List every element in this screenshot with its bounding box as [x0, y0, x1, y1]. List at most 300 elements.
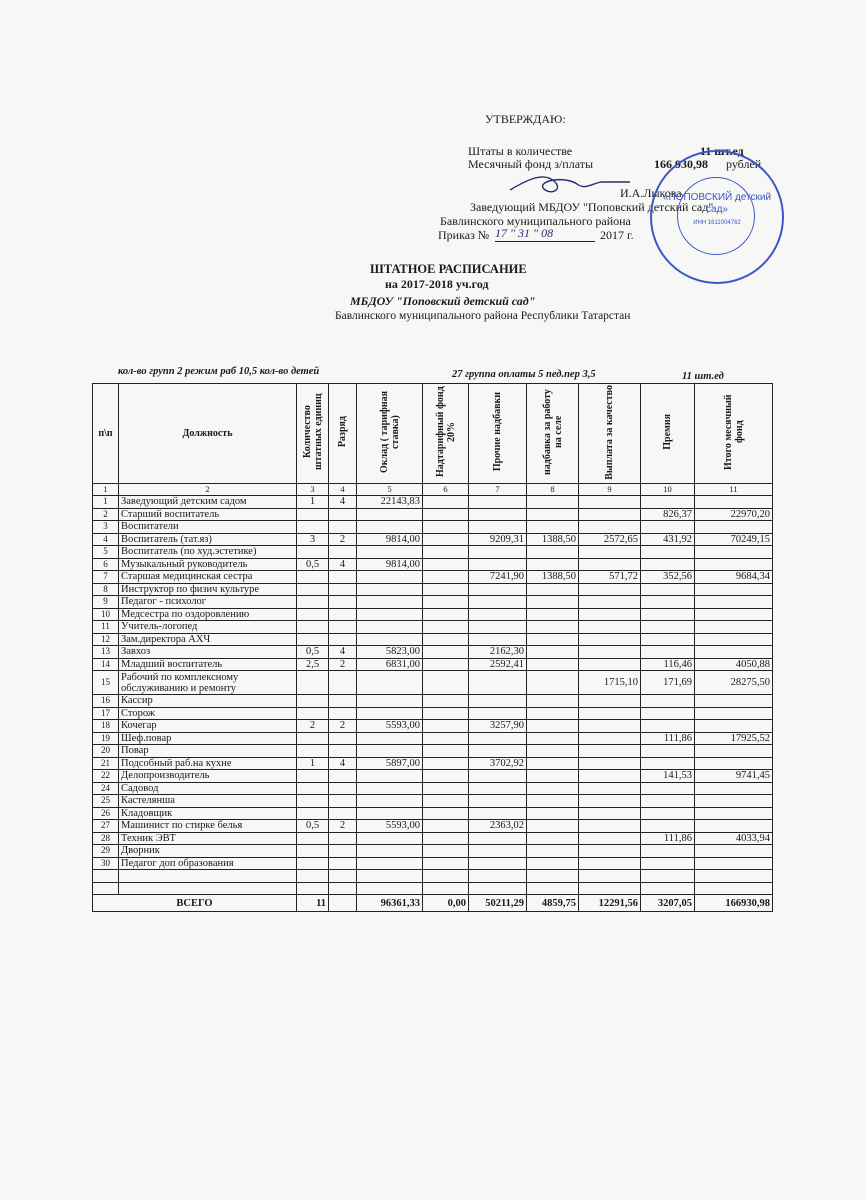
- table-cell: Шеф.повар: [119, 732, 297, 745]
- table-cell: [527, 621, 579, 634]
- stamp-text: «ПОПОВСКИЙ детский сад»: [662, 192, 772, 215]
- table-cell: [423, 782, 469, 795]
- table-cell: [469, 782, 527, 795]
- stamp-inner-ring: [677, 177, 755, 255]
- table-cell: [641, 583, 695, 596]
- table-cell: [579, 832, 641, 845]
- column-header-label: Выплата за качество: [604, 384, 615, 480]
- table-cell: [641, 596, 695, 609]
- table-cell: [527, 807, 579, 820]
- column-header: [329, 384, 357, 484]
- table-cell: [527, 832, 579, 845]
- table-row: [93, 720, 773, 733]
- table-cell: 7241,90: [469, 571, 527, 584]
- table-cell: 5823,00: [357, 646, 423, 659]
- table-cell: [469, 882, 527, 895]
- table-row: [93, 646, 773, 659]
- table-cell: 16: [93, 695, 119, 708]
- column-header-label: Надтарифный фонд 20%: [434, 386, 457, 478]
- table-cell: 15: [93, 671, 119, 695]
- table-cell: [357, 745, 423, 758]
- table-cell: Учитель-логопед: [119, 621, 297, 634]
- table-cell: [469, 583, 527, 596]
- table-cell: [527, 658, 579, 671]
- table-cell: [423, 571, 469, 584]
- table-cell: [357, 608, 423, 621]
- table-cell: [695, 633, 773, 646]
- table-cell: 9: [93, 596, 119, 609]
- table-cell: [329, 608, 357, 621]
- table-cell: [357, 770, 423, 783]
- table-row: [93, 882, 773, 895]
- table-row: [93, 857, 773, 870]
- table-cell: 7: [93, 571, 119, 584]
- table-cell: [579, 795, 641, 808]
- table-cell: 4: [329, 558, 357, 571]
- table-cell: [695, 646, 773, 659]
- table-cell: 141,53: [641, 770, 695, 783]
- table-cell: [423, 795, 469, 808]
- table-cell: 20: [93, 745, 119, 758]
- table-row: [93, 870, 773, 883]
- table-row: [93, 608, 773, 621]
- table-cell: 1: [297, 757, 329, 770]
- table-cell: [119, 870, 297, 883]
- table-cell: Садовод: [119, 782, 297, 795]
- table-cell: [357, 671, 423, 695]
- table-cell: 2: [329, 720, 357, 733]
- table-cell: [297, 870, 329, 883]
- table-cell: [329, 695, 357, 708]
- table-cell: [469, 732, 527, 745]
- column-number: 7: [469, 484, 527, 496]
- table-row: [93, 832, 773, 845]
- table-cell: [329, 508, 357, 521]
- table-cell: [527, 596, 579, 609]
- document-title: ШТАТНОЕ РАСПИСАНИЕ: [370, 262, 527, 276]
- table-cell: [357, 521, 423, 534]
- table-cell: [423, 732, 469, 745]
- table-cell: [329, 745, 357, 758]
- table-cell: 27: [93, 820, 119, 833]
- table-cell: [469, 633, 527, 646]
- table-cell: 13: [93, 646, 119, 659]
- table-cell: [329, 870, 357, 883]
- table-row: [93, 658, 773, 671]
- total-cell: [329, 895, 357, 912]
- table-row: [93, 583, 773, 596]
- table-cell: [469, 870, 527, 883]
- table-cell: 28275,50: [695, 671, 773, 695]
- table-cell: [469, 770, 527, 783]
- table-cell: [469, 621, 527, 634]
- table-cell: [357, 508, 423, 521]
- params-groups: кол-во групп 2 режим раб 10,5 кол-во детей: [118, 366, 320, 377]
- table-cell: [695, 558, 773, 571]
- table-cell: [695, 870, 773, 883]
- table-cell: 6831,00: [357, 658, 423, 671]
- table-cell: [527, 795, 579, 808]
- table-cell: 4: [329, 646, 357, 659]
- table-row: [93, 795, 773, 808]
- organization-name: МБДОУ "Поповский детский сад": [350, 294, 536, 308]
- table-cell: [423, 496, 469, 509]
- column-header: [423, 384, 469, 484]
- table-cell: Зам.директора АХЧ: [119, 633, 297, 646]
- column-header-label: Разряд: [337, 416, 348, 448]
- table-cell: [297, 707, 329, 720]
- table-header-row: [93, 384, 773, 484]
- table-cell: Делопроизводитель: [119, 770, 297, 783]
- table-cell: [527, 720, 579, 733]
- table-cell: Техник ЭВТ: [119, 832, 297, 845]
- table-cell: 14: [93, 658, 119, 671]
- table-cell: [329, 882, 357, 895]
- table-cell: [297, 782, 329, 795]
- table-cell: [423, 807, 469, 820]
- table-cell: [579, 782, 641, 795]
- table-cell: [423, 720, 469, 733]
- table-cell: 18: [93, 720, 119, 733]
- table-cell: [527, 583, 579, 596]
- params-units: 11 шт.ед: [682, 371, 724, 382]
- table-cell: 3: [297, 533, 329, 546]
- table-cell: Заведующий детским садом: [119, 496, 297, 509]
- table-cell: Музыкальный руководитель: [119, 558, 297, 571]
- table-row: [93, 732, 773, 745]
- table-cell: Медсестра по оздоровлению: [119, 608, 297, 621]
- table-cell: [695, 745, 773, 758]
- table-cell: [695, 621, 773, 634]
- table-cell: Машинист по стирке белья: [119, 820, 297, 833]
- table-cell: 2363,02: [469, 820, 527, 833]
- table-cell: 2162,30: [469, 646, 527, 659]
- table-cell: [527, 882, 579, 895]
- table-cell: [641, 521, 695, 534]
- table-row: [93, 571, 773, 584]
- table-cell: 3702,92: [469, 757, 527, 770]
- table-cell: Воспитатели: [119, 521, 297, 534]
- table-cell: 1715,10: [579, 671, 641, 695]
- table-cell: [357, 870, 423, 883]
- table-cell: [695, 707, 773, 720]
- table-cell: [329, 795, 357, 808]
- total-row: [93, 895, 773, 912]
- table-cell: [527, 608, 579, 621]
- column-number: 4: [329, 484, 357, 496]
- table-cell: 24: [93, 782, 119, 795]
- signature: [505, 170, 635, 200]
- table-cell: [357, 695, 423, 708]
- column-header: [297, 384, 329, 484]
- table-cell: [695, 857, 773, 870]
- table-cell: [93, 882, 119, 895]
- table-cell: [423, 533, 469, 546]
- table-cell: [641, 633, 695, 646]
- table-cell: [423, 757, 469, 770]
- column-number: 3: [297, 484, 329, 496]
- table-cell: [297, 770, 329, 783]
- table-cell: [423, 633, 469, 646]
- table-cell: [579, 870, 641, 883]
- column-number: 9: [579, 484, 641, 496]
- table-cell: [423, 508, 469, 521]
- table-cell: 17: [93, 707, 119, 720]
- table-cell: Старший воспитатель: [119, 508, 297, 521]
- table-cell: 2: [93, 508, 119, 521]
- column-header: [469, 384, 527, 484]
- staff-count-label: Штаты в количестве: [468, 144, 573, 158]
- table-cell: 4: [93, 533, 119, 546]
- table-cell: [423, 658, 469, 671]
- table-cell: [527, 707, 579, 720]
- table-cell: [527, 782, 579, 795]
- table-row: [93, 508, 773, 521]
- table-row: [93, 745, 773, 758]
- table-cell: Педагог доп образования: [119, 857, 297, 870]
- table-cell: [695, 521, 773, 534]
- table-cell: [423, 707, 469, 720]
- table-cell: 826,37: [641, 508, 695, 521]
- column-header: п\п: [93, 384, 119, 484]
- monthly-fund-label: Месячный фонд з/платы: [468, 157, 594, 171]
- table-cell: [527, 546, 579, 559]
- table-cell: [357, 807, 423, 820]
- table-cell: [579, 857, 641, 870]
- table-cell: [357, 882, 423, 895]
- table-cell: [423, 558, 469, 571]
- column-header: [527, 384, 579, 484]
- table-cell: 22143,83: [357, 496, 423, 509]
- table-cell: [423, 546, 469, 559]
- column-header: [357, 384, 423, 484]
- table-cell: [641, 496, 695, 509]
- table-cell: 1: [93, 496, 119, 509]
- table-cell: [641, 757, 695, 770]
- table-cell: [695, 882, 773, 895]
- table-cell: 3257,90: [469, 720, 527, 733]
- table-cell: [695, 583, 773, 596]
- table-cell: [297, 671, 329, 695]
- table-cell: [469, 795, 527, 808]
- column-numbers-row: [93, 484, 773, 496]
- table-cell: [357, 795, 423, 808]
- table-cell: [579, 757, 641, 770]
- table-row: [93, 496, 773, 509]
- table-cell: [527, 633, 579, 646]
- table-cell: 17925,52: [695, 732, 773, 745]
- table-cell: [579, 720, 641, 733]
- table-cell: [641, 882, 695, 895]
- table-cell: 171,69: [641, 671, 695, 695]
- table-cell: [641, 646, 695, 659]
- table-cell: [527, 508, 579, 521]
- table-cell: Кассир: [119, 695, 297, 708]
- table-cell: [695, 695, 773, 708]
- column-header-label: надбавка за работу на селе: [541, 389, 564, 475]
- table-cell: [695, 608, 773, 621]
- table-cell: [297, 508, 329, 521]
- table-cell: [469, 695, 527, 708]
- table-cell: [297, 546, 329, 559]
- table-cell: [423, 521, 469, 534]
- table-cell: [329, 546, 357, 559]
- table-cell: Сторож: [119, 707, 297, 720]
- table-row: [93, 770, 773, 783]
- table-cell: [297, 571, 329, 584]
- table-cell: [329, 807, 357, 820]
- total-cell: 12291,56: [579, 895, 641, 912]
- table-cell: Рабочий по комплексному обслуживанию и ремонту: [119, 671, 297, 695]
- table-cell: [579, 558, 641, 571]
- table-cell: 6: [93, 558, 119, 571]
- table-row: [93, 845, 773, 858]
- table-row: [93, 533, 773, 546]
- table-cell: [579, 596, 641, 609]
- table-cell: 70249,15: [695, 533, 773, 546]
- table-cell: 2,5: [297, 658, 329, 671]
- table-cell: [297, 732, 329, 745]
- column-header-label: Прочие надбавки: [492, 392, 503, 472]
- table-cell: [297, 695, 329, 708]
- table-cell: [297, 857, 329, 870]
- table-cell: [579, 820, 641, 833]
- total-cell: 166930,98: [695, 895, 773, 912]
- table-cell: [423, 745, 469, 758]
- table-row: [93, 757, 773, 770]
- table-row: [93, 695, 773, 708]
- table-cell: [641, 782, 695, 795]
- column-header-label: Итого месячный фонд: [722, 394, 745, 470]
- table-cell: [579, 770, 641, 783]
- table-cell: [527, 496, 579, 509]
- table-cell: [297, 882, 329, 895]
- table-cell: [93, 870, 119, 883]
- table-cell: [357, 546, 423, 559]
- table-cell: Воспитатель (по худ.эстетике): [119, 546, 297, 559]
- table-cell: [297, 583, 329, 596]
- table-cell: [641, 707, 695, 720]
- table-cell: 29: [93, 845, 119, 858]
- table-cell: [469, 558, 527, 571]
- table-cell: 30: [93, 857, 119, 870]
- table-cell: 9684,34: [695, 571, 773, 584]
- table-cell: 5897,00: [357, 757, 423, 770]
- table-cell: [423, 770, 469, 783]
- table-cell: 9814,00: [357, 558, 423, 571]
- table-cell: [357, 621, 423, 634]
- staff-table: [92, 383, 773, 912]
- table-cell: 2592,41: [469, 658, 527, 671]
- table-cell: Инструктор по физич культуре: [119, 583, 297, 596]
- table-cell: [641, 546, 695, 559]
- table-cell: [641, 807, 695, 820]
- table-cell: 2572,65: [579, 533, 641, 546]
- table-cell: [423, 857, 469, 870]
- table-cell: [297, 596, 329, 609]
- table-cell: 0,5: [297, 820, 329, 833]
- table-cell: [527, 820, 579, 833]
- table-cell: [527, 757, 579, 770]
- table-cell: [641, 558, 695, 571]
- table-cell: [329, 707, 357, 720]
- table-cell: [329, 596, 357, 609]
- table-cell: 1: [297, 496, 329, 509]
- table-cell: [423, 596, 469, 609]
- table-cell: [357, 707, 423, 720]
- table-cell: 4: [329, 496, 357, 509]
- total-cell: 11: [297, 895, 329, 912]
- table-row: [93, 546, 773, 559]
- params-pay: 27 группа оплаты 5 пед.пер 3,5: [452, 369, 596, 380]
- table-cell: [329, 583, 357, 596]
- table-cell: 352,56: [641, 571, 695, 584]
- signer-name: И.А.Лыкова: [620, 186, 682, 200]
- table-cell: [357, 832, 423, 845]
- column-header-label: Премия: [662, 414, 673, 450]
- table-cell: [579, 633, 641, 646]
- table-cell: [579, 496, 641, 509]
- table-cell: 5593,00: [357, 820, 423, 833]
- table-cell: [469, 546, 527, 559]
- table-cell: [423, 583, 469, 596]
- table-cell: Младший воспитатель: [119, 658, 297, 671]
- column-number: 11: [695, 484, 773, 496]
- table-row: [93, 671, 773, 695]
- table-cell: [423, 671, 469, 695]
- table-cell: [579, 707, 641, 720]
- table-row: [93, 621, 773, 634]
- table-cell: [695, 820, 773, 833]
- table-cell: [579, 508, 641, 521]
- table-cell: [423, 646, 469, 659]
- table-cell: [641, 720, 695, 733]
- table-cell: [527, 770, 579, 783]
- table-cell: [357, 732, 423, 745]
- table-cell: 2: [329, 820, 357, 833]
- table-cell: [357, 782, 423, 795]
- table-cell: [357, 633, 423, 646]
- table-cell: [695, 807, 773, 820]
- table-cell: 28: [93, 832, 119, 845]
- table-cell: 4: [329, 757, 357, 770]
- table-cell: Старшая медицинская сестра: [119, 571, 297, 584]
- table-cell: [579, 845, 641, 858]
- table-cell: 22: [93, 770, 119, 783]
- table-row: [93, 782, 773, 795]
- table-cell: [579, 546, 641, 559]
- table-cell: [357, 845, 423, 858]
- document-year: на 2017-2018 уч.год: [385, 277, 489, 291]
- table-cell: 21: [93, 757, 119, 770]
- column-header: Должность: [119, 384, 297, 484]
- table-cell: 2: [297, 720, 329, 733]
- table-cell: [579, 745, 641, 758]
- table-row: [93, 596, 773, 609]
- table-cell: 22970,20: [695, 508, 773, 521]
- table-cell: [641, 845, 695, 858]
- table-row: [93, 633, 773, 646]
- table-cell: [329, 857, 357, 870]
- column-header-label: Оклад ( тарифная ставка): [378, 391, 401, 473]
- table-cell: [357, 571, 423, 584]
- table-cell: [297, 845, 329, 858]
- table-cell: [329, 770, 357, 783]
- table-cell: [469, 596, 527, 609]
- table-cell: [469, 845, 527, 858]
- table-cell: [297, 807, 329, 820]
- table-cell: 11: [93, 621, 119, 634]
